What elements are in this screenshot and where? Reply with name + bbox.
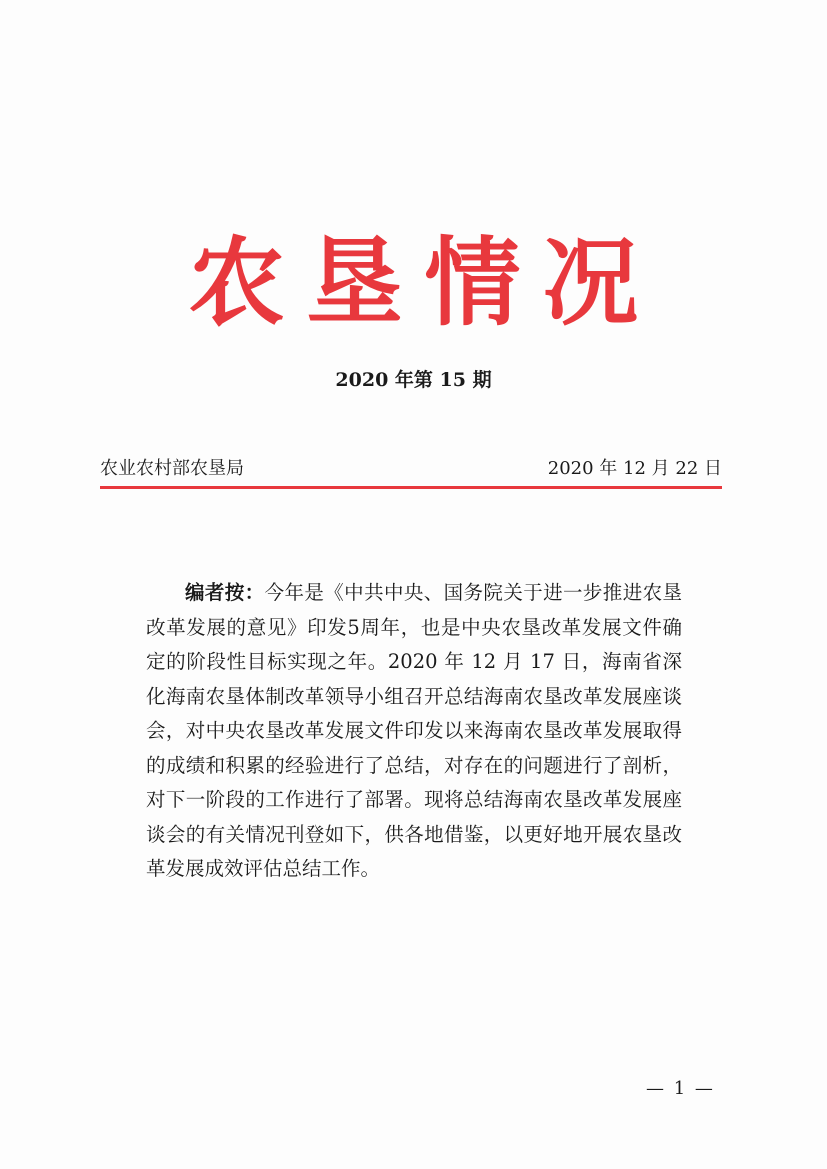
red-divider-line xyxy=(100,486,722,489)
editor-note-lead: 编者按： xyxy=(185,581,265,604)
document-header xyxy=(100,455,722,483)
editor-note-text: 今年是《中共中央、国务院关于进一步推进农垦改革发展的意见》印发5周年，也是中央农垦改革发展文件确定的阶段性目标实现之年。2020 年 12 月 17 日，海南省深化海南农垦体制改革领导小组召开总结海南农垦改革发展座谈会，对中央农垦改革发展文件印发以来海南农垦改革发展取得的成绩和积累的经验进行了总结，对存在的问题进行了剖析，对下一阶段的工作进行了部署。现将总结海南农垦改革发展座谈会的有关情况刊登如下，供各地借鉴，以更好地开展农垦改革发展成效评估总结工作。 xyxy=(146,581,682,880)
issue-date: 2020 年 12 月 22 日 xyxy=(547,458,722,479)
editor-note-paragraph xyxy=(146,576,682,887)
issuing-organization: 农业农村部农垦局 xyxy=(100,458,244,479)
masthead-title: 农垦情况 xyxy=(188,226,661,339)
issue-number: 2020 年第 15 期 xyxy=(335,369,492,391)
page-number: — 1 — xyxy=(646,1078,715,1099)
